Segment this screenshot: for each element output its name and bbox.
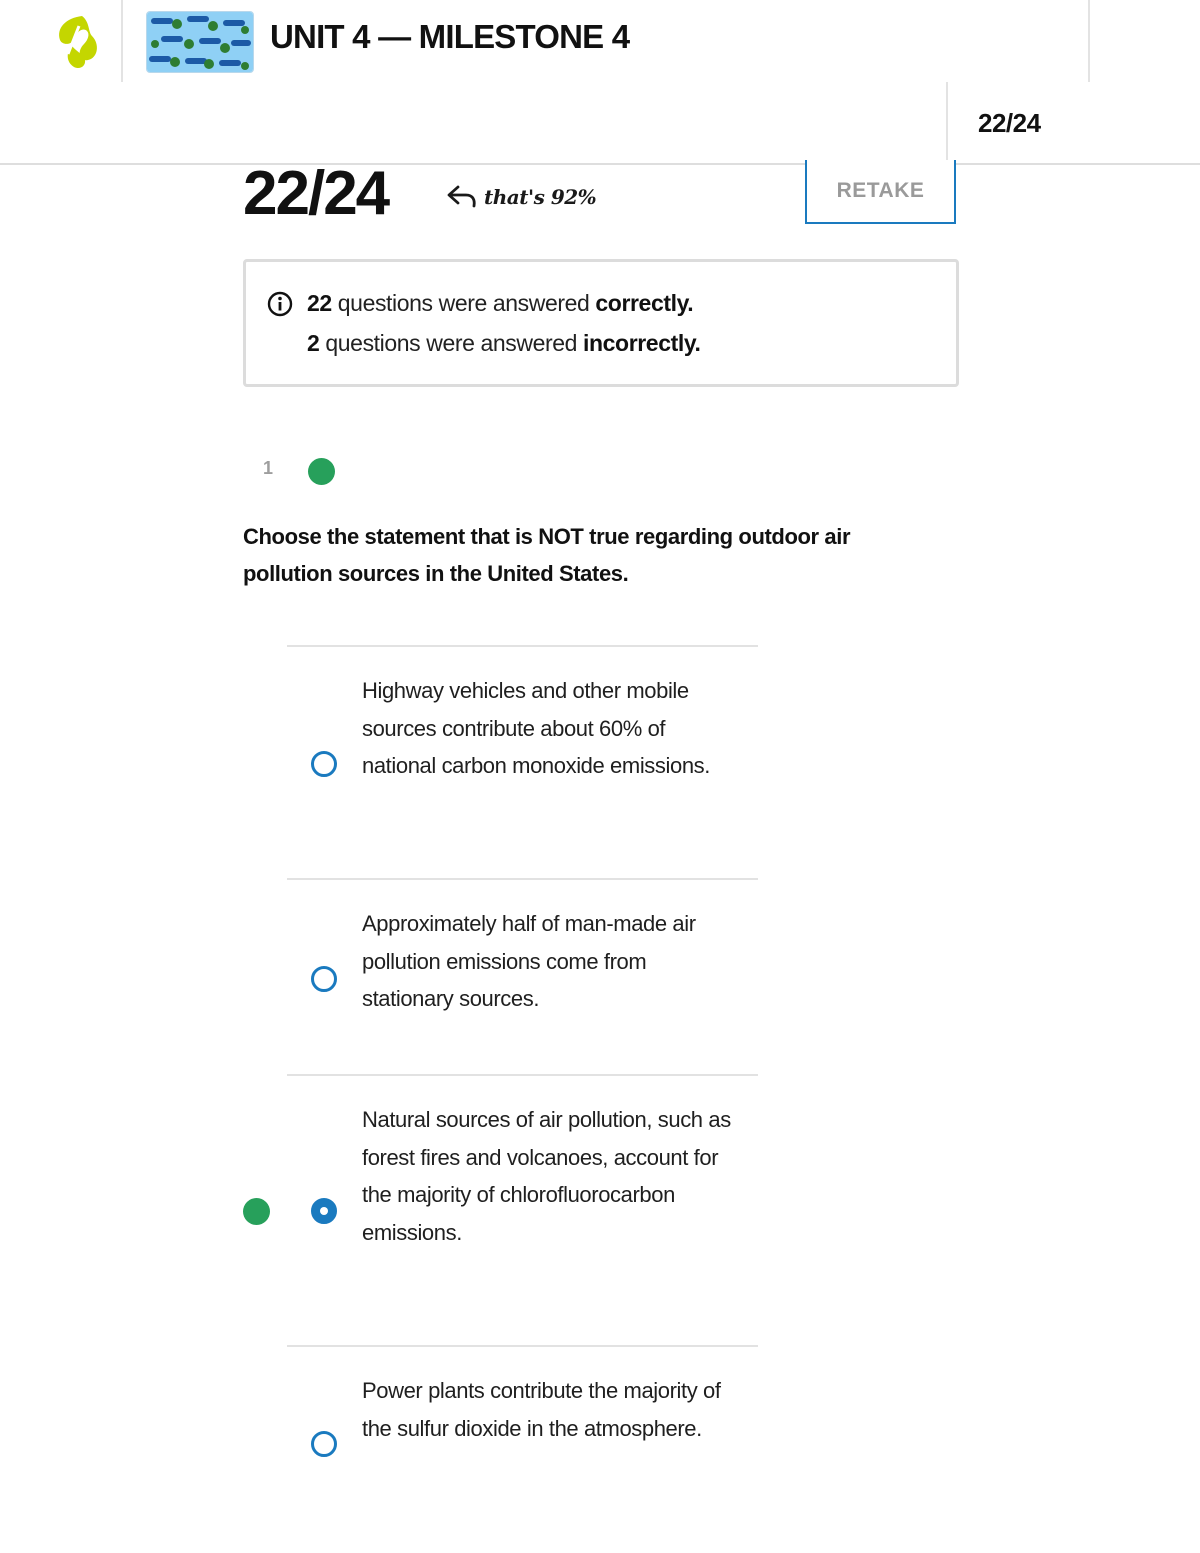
header-score: 22/24 bbox=[978, 108, 1041, 138]
option-divider bbox=[287, 1345, 758, 1347]
curved-arrow-icon bbox=[446, 184, 478, 210]
summary-incorrect-line bbox=[307, 330, 701, 357]
score-panel-divider bbox=[946, 82, 948, 164]
header-bottom-border bbox=[0, 163, 1200, 165]
score-display: 22/24 bbox=[243, 159, 389, 228]
option-divider bbox=[287, 878, 758, 880]
question-text: Choose the statement that is NOT true regarding outdoor air pollution sources in the United States. bbox=[243, 524, 851, 586]
correct-count: 22 bbox=[307, 290, 332, 316]
page-title: UNIT 4 — MILESTONE 4 bbox=[270, 18, 630, 55]
incorrect-text: questions were answered bbox=[319, 330, 584, 356]
summary-correct-line bbox=[307, 290, 693, 317]
question-number: 1 bbox=[263, 458, 274, 478]
option-3-text[interactable]: Natural sources of air pollution, such as forest fires and volcanoes, account for the majority of chlorofluorocarbon emissions. bbox=[362, 1107, 731, 1245]
option-2-text[interactable]: Approximately half of man-made air pollution emissions come from stationary sources. bbox=[362, 911, 696, 1011]
sophia-logo-icon[interactable] bbox=[52, 14, 100, 70]
incorrect-count: 2 bbox=[307, 330, 320, 356]
course-thumbnail bbox=[146, 11, 254, 73]
option-3-radio-selected[interactable] bbox=[311, 1198, 337, 1224]
option-divider bbox=[287, 645, 758, 647]
header-divider-left bbox=[121, 0, 123, 82]
percent-text: that's 92% bbox=[484, 185, 597, 209]
incorrect-word: incorrectly. bbox=[583, 330, 701, 356]
option-4-radio[interactable] bbox=[311, 1431, 337, 1457]
info-icon bbox=[266, 290, 294, 318]
summary-box bbox=[243, 259, 959, 387]
option-2-radio[interactable] bbox=[311, 966, 337, 992]
option-divider bbox=[287, 1074, 758, 1076]
correct-text: questions were answered bbox=[331, 290, 596, 316]
correct-answer-indicator bbox=[243, 1198, 270, 1225]
option-4-text[interactable]: Power plants contribute the majority of the sulfur dioxide in the atmosphere. bbox=[362, 1378, 721, 1441]
course-thumbnail-pattern-icon bbox=[147, 12, 253, 72]
retake-button[interactable]: RETAKE bbox=[805, 160, 956, 224]
header-divider-right bbox=[1088, 0, 1090, 82]
question-status-dot[interactable] bbox=[308, 458, 335, 485]
correct-word: correctly. bbox=[595, 290, 694, 316]
option-1-text[interactable]: Highway vehicles and other mobile sources contribute about 60% of national carbon monoxide emissions. bbox=[362, 678, 710, 778]
percent-note bbox=[446, 184, 596, 210]
option-1-radio[interactable] bbox=[311, 751, 337, 777]
